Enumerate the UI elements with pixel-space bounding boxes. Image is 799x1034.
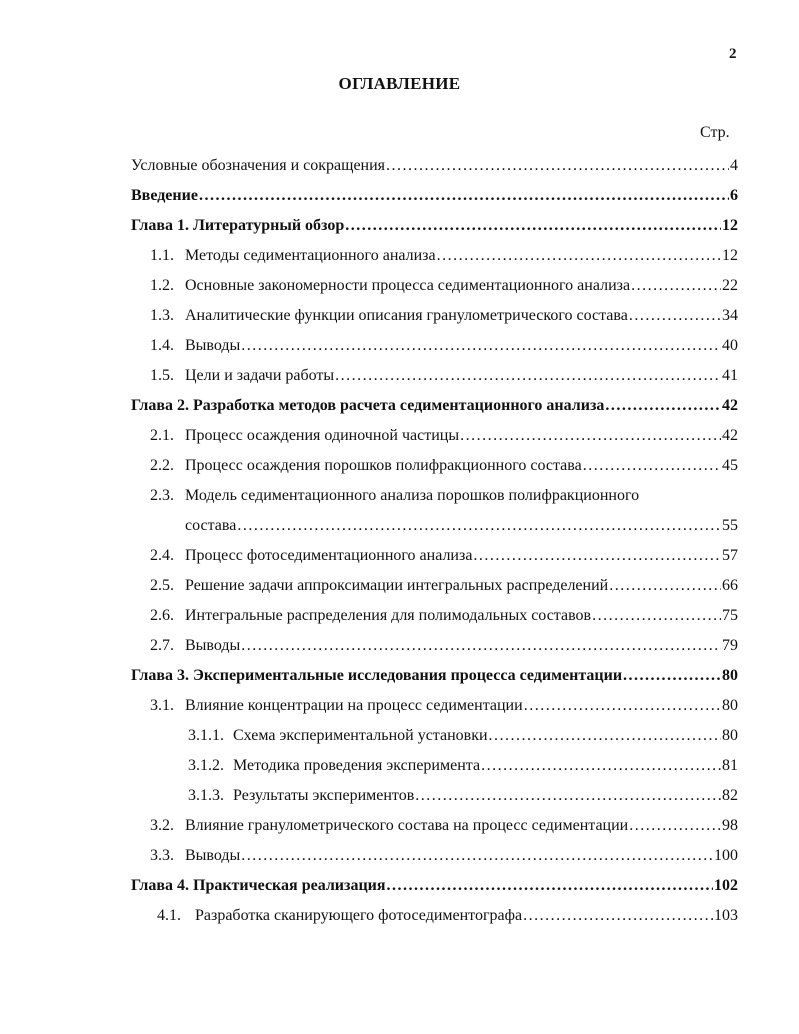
- toc-entry-number: 2.2.: [150, 457, 174, 474]
- toc-entry-title: Разработка сканирующего фотоседиментографа: [195, 907, 523, 924]
- toc-entry-title: Выводы: [185, 847, 241, 864]
- page-number: 2: [729, 46, 737, 62]
- toc-entry-number: 3.1.1.: [188, 727, 224, 744]
- toc-entry-page: 98: [722, 817, 738, 834]
- dot-leader: [387, 871, 713, 901]
- dot-leader: [241, 631, 721, 661]
- dot-leader: [523, 901, 713, 931]
- dot-leader: [199, 181, 729, 211]
- toc-entry-page: 75: [722, 607, 738, 624]
- toc-entry-number: 2.6.: [150, 607, 174, 624]
- toc-entry[interactable]: [131, 481, 738, 511]
- toc-entry-page: 42: [722, 397, 738, 414]
- dot-leader: [631, 271, 721, 301]
- dot-leader: [629, 811, 721, 841]
- toc-entry-page: 6: [730, 187, 738, 204]
- toc-entry-title: Процесс осаждения порошков полифракционного состава: [185, 457, 582, 474]
- toc-entry-number: 2.4.: [150, 547, 174, 564]
- dot-leader: [583, 451, 721, 481]
- toc-entry-title: Выводы: [185, 337, 241, 354]
- toc-entry-title: Методы седиментационного анализа: [185, 247, 436, 264]
- toc-entry[interactable]: [131, 391, 738, 421]
- toc-entry[interactable]: [131, 841, 738, 871]
- toc-entry[interactable]: [131, 901, 738, 931]
- toc-entry-page: 12: [722, 247, 738, 264]
- toc-entry[interactable]: [131, 271, 738, 301]
- toc-entry-page: 66: [722, 577, 738, 594]
- dot-leader: [460, 421, 721, 451]
- toc-entry[interactable]: [131, 631, 738, 661]
- toc-entry-title: Процесс осаждения одиночной частицы: [185, 427, 460, 444]
- toc-entry[interactable]: [131, 571, 738, 601]
- toc-entry-title: Глава 3. Экспериментальные исследования процесса седиментации: [131, 667, 623, 684]
- toc-entry-continuation: [131, 511, 738, 541]
- toc-entry-title: Цели и задачи работы: [185, 367, 335, 384]
- toc-entry[interactable]: [131, 691, 738, 721]
- toc-entry-number: 1.4.: [150, 337, 174, 354]
- toc-entry[interactable]: [131, 421, 738, 451]
- toc-entry-title: Влияние гранулометрического состава на процесс седиментации: [185, 817, 629, 834]
- toc-entry-title: Интегральные распределения для полимодальных составов: [185, 607, 592, 624]
- dot-leader: [524, 691, 721, 721]
- toc-entry-title: Аналитические функции описания гранулометрического состава: [185, 307, 628, 324]
- toc-entry-page: 41: [722, 367, 738, 384]
- toc-entry-title: Решение задачи аппроксимации интегральных распределений: [185, 577, 609, 594]
- dot-leader: [609, 571, 721, 601]
- toc-entry[interactable]: [131, 361, 738, 391]
- page-column-label: Стр.: [700, 124, 730, 141]
- page-title: ОГЛАВЛЕНИЕ: [338, 74, 461, 93]
- toc-entry[interactable]: [131, 661, 738, 691]
- dot-leader: [415, 781, 721, 811]
- toc-entry-title: Условные обозначения и сокращения: [131, 157, 386, 174]
- toc-entry-number: 2.7.: [150, 637, 174, 654]
- dot-leader: [437, 241, 721, 271]
- toc-entry-page: 42: [722, 427, 738, 444]
- toc-entry-number: 2.3.: [150, 487, 174, 504]
- dot-leader: [605, 391, 721, 421]
- toc-entry-number: 3.1.3.: [188, 787, 224, 804]
- toc-entry-title: Влияние концентрации на процесс седиментации: [185, 697, 523, 714]
- toc-entry-page: 80: [722, 697, 738, 714]
- dot-leader: [237, 511, 721, 541]
- toc-entry-page: 22: [722, 277, 738, 294]
- toc-entry-title: Основные закономерности процесса седиментационного анализа: [185, 277, 631, 294]
- dot-leader: [241, 841, 713, 871]
- table-of-contents: [131, 151, 738, 931]
- toc-entry-title-continuation: состава: [185, 517, 237, 534]
- toc-entry-page: 40: [722, 337, 738, 354]
- dot-leader: [592, 601, 721, 631]
- toc-entry[interactable]: [131, 331, 738, 361]
- toc-entry-title: Модель седиментационного анализа порошков полифракционного: [185, 487, 640, 504]
- toc-entry-number: 1.5.: [150, 367, 174, 384]
- toc-entry-title: Выводы: [185, 637, 241, 654]
- dot-leader: [481, 751, 721, 781]
- toc-entry[interactable]: [131, 451, 738, 481]
- toc-entry-page: 100: [714, 847, 738, 864]
- toc-entry-page: 80: [722, 727, 738, 744]
- toc-entry-title: Результаты экспериментов: [233, 787, 415, 804]
- toc-entry-page: 103: [714, 907, 738, 924]
- toc-entry-page: 102: [714, 877, 738, 894]
- toc-entry-title: Схема экспериментальной установки: [233, 727, 488, 744]
- toc-entry[interactable]: [131, 751, 738, 781]
- toc-entry[interactable]: [131, 301, 738, 331]
- toc-entry-number: 1.2.: [150, 277, 174, 294]
- dot-leader: [335, 361, 721, 391]
- toc-entry-title: Глава 1. Литературный обзор: [131, 217, 345, 234]
- toc-entry-page: 79: [722, 637, 738, 654]
- toc-entry-number: 3.2.: [150, 817, 174, 834]
- toc-entry-number: 2.1.: [150, 427, 174, 444]
- toc-entry-title: Глава 4. Практическая реализация: [131, 877, 386, 894]
- toc-entry-title: Введение: [131, 187, 198, 204]
- toc-entry-page: 45: [722, 457, 738, 474]
- toc-entry-page: 81: [722, 757, 738, 774]
- toc-entry[interactable]: [131, 601, 738, 631]
- toc-entry-page: 12: [722, 217, 738, 234]
- toc-entry-number: 4.1.: [157, 907, 181, 924]
- toc-entry-page: 34: [722, 307, 738, 324]
- toc-entry[interactable]: [131, 211, 738, 241]
- toc-entry[interactable]: [131, 871, 738, 901]
- toc-entry[interactable]: [131, 151, 738, 181]
- toc-entry-number: 3.1.: [150, 697, 174, 714]
- toc-entry[interactable]: [131, 541, 738, 571]
- dot-leader: [473, 541, 721, 571]
- dot-leader: [345, 211, 721, 241]
- toc-entry-title: Процесс фотоседиментационного анализа: [185, 547, 473, 564]
- toc-entry-title: Методика проведения эксперимента: [233, 757, 481, 774]
- toc-entry-page: 82: [722, 787, 738, 804]
- toc-entry-page: 4: [730, 157, 738, 174]
- toc-entry-page: 57: [722, 547, 738, 564]
- dot-leader: [489, 721, 721, 751]
- toc-entry-number: 1.3.: [150, 307, 174, 324]
- dot-leader: [241, 331, 721, 361]
- toc-entry[interactable]: [131, 181, 738, 211]
- toc-entry[interactable]: [131, 241, 738, 271]
- toc-entry[interactable]: [131, 781, 738, 811]
- toc-entry-page: 80: [722, 667, 738, 684]
- toc-entry-number: 2.5.: [150, 577, 174, 594]
- toc-entry-page: 55: [722, 517, 738, 534]
- dot-leader: [629, 301, 721, 331]
- dot-leader: [623, 661, 721, 691]
- toc-entry-number: 1.1.: [150, 247, 174, 264]
- toc-entry-number: 3.3.: [150, 847, 174, 864]
- toc-entry[interactable]: [131, 721, 738, 751]
- toc-entry-number: 3.1.2.: [188, 757, 224, 774]
- toc-entry[interactable]: [131, 811, 738, 841]
- dot-leader: [386, 151, 729, 181]
- toc-entry-title: Глава 2. Разработка методов расчета седиментационного анализа: [131, 397, 605, 414]
